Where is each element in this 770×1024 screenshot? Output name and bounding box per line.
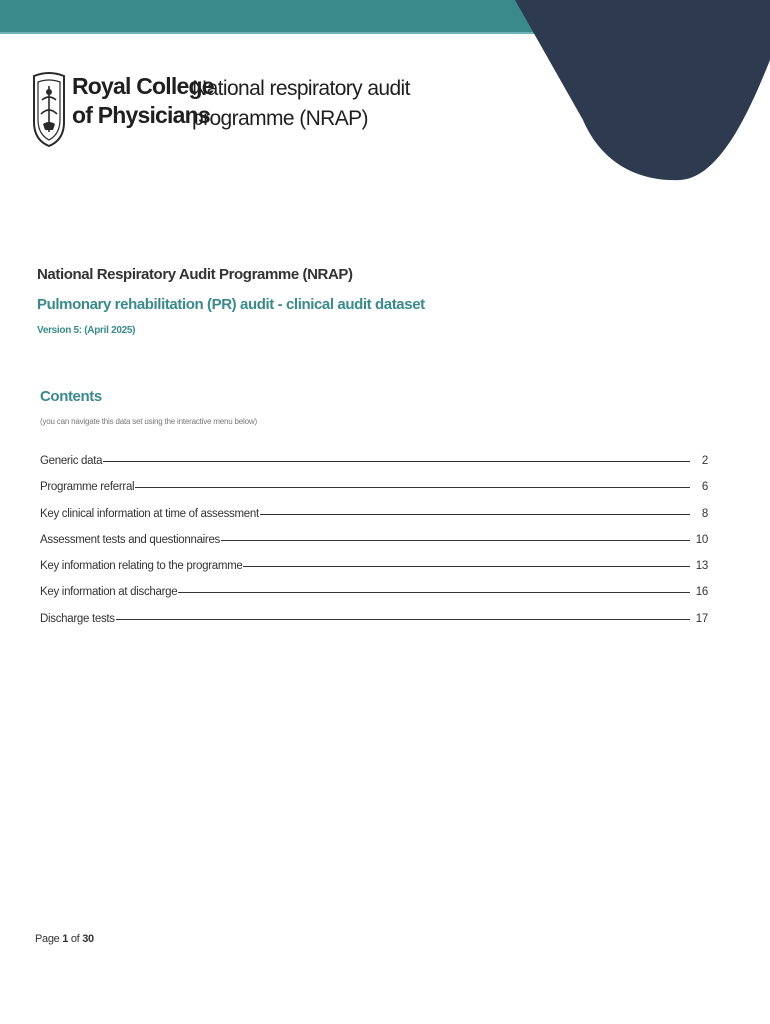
table-of-contents	[40, 455, 708, 639]
page-number	[35, 933, 94, 945]
toc-leader	[243, 566, 690, 567]
toc-item-programme-referral[interactable]	[40, 481, 708, 507]
toc-item-page: 2	[701, 455, 708, 467]
toc-item-label: Generic data	[40, 455, 103, 467]
toc-leader	[178, 592, 690, 593]
programme-name-line1: National respiratory audit	[192, 77, 410, 100]
contents-note: (you can navigate this data set using the interactive menu below)	[40, 417, 257, 426]
toc-item-discharge-tests[interactable]	[40, 613, 708, 639]
toc-item-page: 16	[695, 586, 708, 599]
toc-item-assessment-tests[interactable]	[40, 534, 708, 560]
toc-item-label: Assessment tests and questionnaires	[40, 533, 220, 546]
toc-item-discharge-information[interactable]	[40, 586, 708, 612]
organization-name-line1: Royal College	[72, 73, 214, 99]
toc-item-generic-data[interactable]	[40, 455, 708, 481]
toc-item-page: 8	[701, 507, 708, 520]
programme-name-line2: programme (NRAP)	[192, 107, 368, 130]
toc-item-label: Key information at discharge	[40, 586, 178, 599]
toc-leader	[221, 540, 690, 541]
toc-item-page: 10	[695, 533, 708, 546]
toc-item-page: 17	[695, 612, 708, 625]
header-logo	[32, 68, 410, 152]
toc-leader	[135, 487, 690, 488]
document-title: National Respiratory Audit Programme (NRAP)	[37, 266, 353, 283]
document-version: Version 5: (April 2025)	[37, 325, 136, 336]
toc-item-label: Programme referral	[40, 481, 135, 494]
toc-item-key-clinical-information[interactable]	[40, 508, 708, 534]
toc-item-label: Key clinical information at time of assessment	[40, 507, 259, 520]
organization-name-line2: of Physicians	[72, 102, 210, 128]
page-of: of	[70, 933, 80, 945]
toc-item-page: 6	[701, 481, 708, 494]
page-prefix: Page	[35, 933, 60, 945]
page-current: 1	[62, 933, 69, 945]
contents-heading: Contents	[40, 388, 102, 405]
toc-leader	[260, 514, 690, 515]
toc-leader	[103, 461, 690, 462]
document-subtitle: Pulmonary rehabilitation (PR) audit - clinical audit dataset	[37, 296, 425, 313]
toc-leader	[116, 619, 690, 620]
toc-item-page: 13	[695, 560, 708, 573]
rcp-crest-icon	[32, 70, 66, 148]
toc-item-label: Key information relating to the programme	[40, 560, 243, 573]
programme-name	[192, 74, 410, 134]
toc-item-label: Discharge tests	[40, 612, 115, 625]
page-total: 30	[82, 933, 94, 945]
toc-item-programme-information[interactable]	[40, 560, 708, 586]
